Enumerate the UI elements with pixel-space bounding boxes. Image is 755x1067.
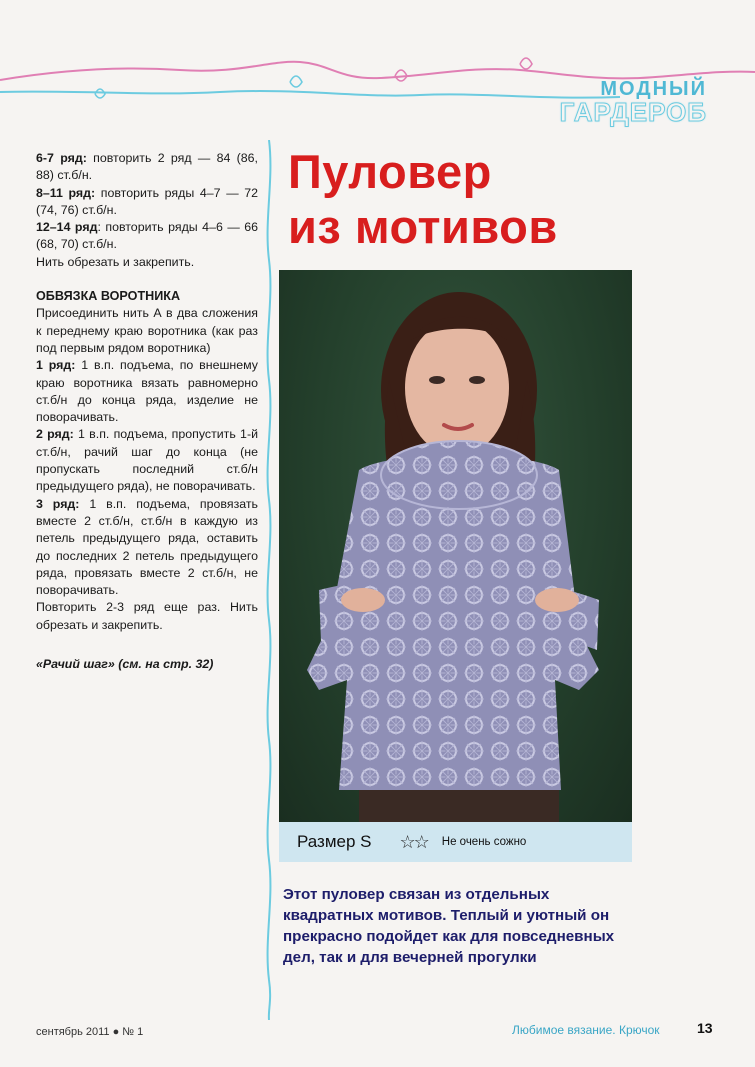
section-rubric xyxy=(560,78,707,128)
title-line-1: Пуловер xyxy=(288,145,492,198)
difficulty-label: Не очень сожно xyxy=(441,836,527,848)
row-text: : повторить ряды 4–6 — 66 (68, 70) ст.б/н. xyxy=(36,220,258,252)
article-description: Этот пуловер связан из отдельных квадратных мотивов. Теплый и уютный он прекрасно подойдет как для повседневных дел, так и для вечерней прогулки xyxy=(283,886,615,966)
row-instruction xyxy=(36,496,258,600)
crab-stitch-note: «Рачий шаг» (см. на стр. 32) xyxy=(36,657,214,672)
size-label: Размер S xyxy=(297,832,372,851)
finish-text: Нить обрезать и закрепить. xyxy=(36,254,195,269)
repeat-text: Повторить 2-3 ряд еще раз. Нить обрезать и закрепить. xyxy=(36,600,258,632)
rubric-line-1: МОДНЫЙ xyxy=(600,78,707,100)
instructions-column xyxy=(36,150,258,673)
collar-intro: Присоединить нить А в два сложения к переднему краю воротника (как раз под первым рядом воротника) xyxy=(36,306,258,355)
row-text: повторить 2 ряд — 84 (86, 88) ст.б/н. xyxy=(36,151,259,183)
magazine-name: Любимое вязание. Крючок xyxy=(512,1023,660,1037)
row-text: 1 в.п. подъема, пропустить 1-й ст.б/н, рачий шаг до конца (не пропускать последний ст.б/н предыдущего ряда), не поворачивать. xyxy=(36,427,258,494)
row-label: 12–14 ряд xyxy=(36,220,98,235)
collar-heading: ОБВЯЗКА ВОРОТНИКА xyxy=(36,289,181,304)
issue-info: сентябрь 2011 ● № 1 xyxy=(36,1026,144,1038)
difficulty-stars-icon: ☆☆ xyxy=(399,831,428,852)
row-instruction xyxy=(36,426,258,495)
row-label: 6-7 ряд: xyxy=(36,151,87,165)
photo-illustration xyxy=(279,270,632,822)
row-label: 1 ряд: xyxy=(36,358,76,373)
row-label: 8–11 ряд: xyxy=(36,185,96,200)
rubric-line-2: ГАРДЕРОБ xyxy=(559,97,707,127)
model-photo xyxy=(279,270,632,822)
row-instruction xyxy=(36,357,258,426)
row-instruction xyxy=(36,185,258,220)
row-label: 3 ряд: xyxy=(36,496,80,511)
size-bar xyxy=(279,822,632,862)
row-label: 2 ряд: xyxy=(36,427,74,442)
row-instruction xyxy=(36,150,258,185)
row-text: повторить ряды 4–7 — 72 (74, 76) ст.б/н. xyxy=(36,185,259,217)
row-instruction xyxy=(36,219,258,254)
article-title xyxy=(288,144,648,254)
wavy-divider xyxy=(262,140,276,1020)
page-number: 13 xyxy=(697,1020,713,1036)
row-text: 1 в.п. подъема, провязать вместе 2 ст.б/н, ст.б/н в каждую из петель предыдущего ряда, оставить до последних 2 петель предыдущего ряда, провязать вместе 2 ст.б/н, не поворачивать. xyxy=(36,496,258,598)
row-text: 1 в.п. подъема, по внешнему краю воротника вязать равномерно ст.б/н до конца ряда, изделие не поворачивать. xyxy=(36,358,258,425)
title-line-2: из мотивов xyxy=(288,200,558,253)
